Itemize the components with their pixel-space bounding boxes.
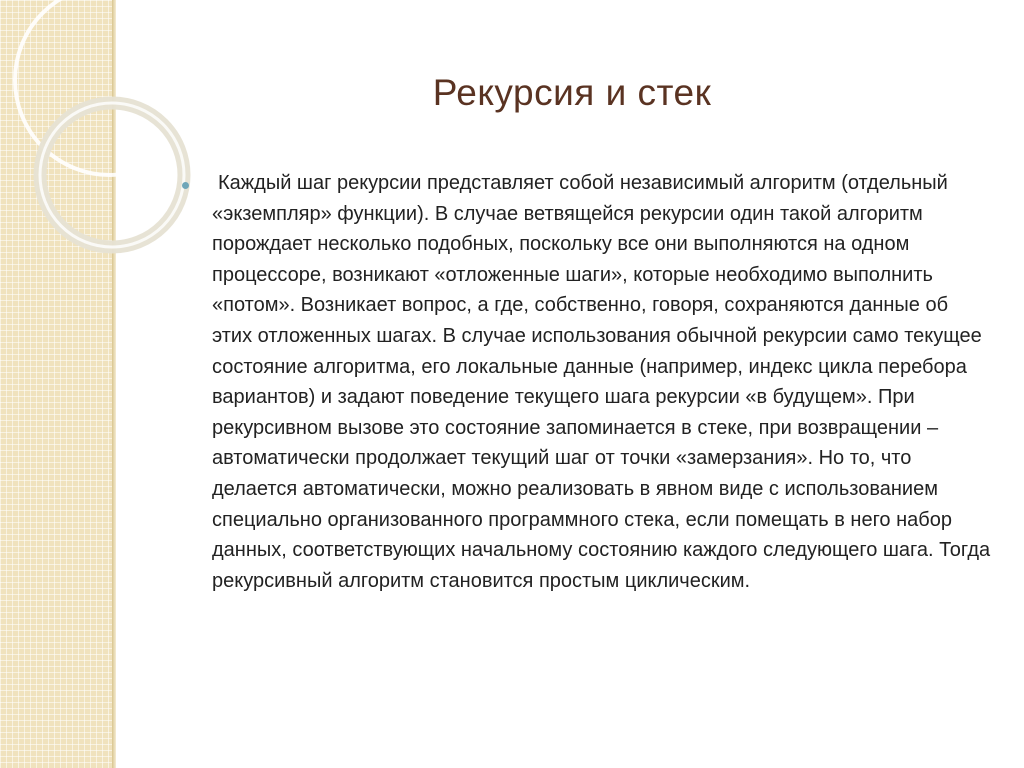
bullet-text: Каждый шаг рекурсии представляет собой независимый алгоритм (отдельный «экземпляр» функции). В случае ветвящейся рекурсии один такой алгоритм порождает несколько подобных, поскольку все они выполняются на одном процессоре, возникают «отложенные шаги», которые необходимо выполнить «потом». Возникает вопрос, а где, собственно, говоря, сохраняются данные об этих отложенных шагах. В случае использования обычной рекурсии само текущее состояние алгоритма, его локальные данные (например, индекс цикла перебора вариантов) и задают поведение текущего шага рекурсии «в будущем». При рекурсивном вызове это состояние запоминается в стеке, при возвращении – автоматически продолжает текущий шаг от точки «замерзания». Но то, что делается автоматически, можно реализовать в явном виде с использованием специально организованного программного стека, если помещать в него набор данных, соответствующих начальному состоянию каждого следующего шага. Тогда рекурсивный алгоритм становится простым циклическим. bbox=[212, 172, 991, 592]
bullet-dot-icon bbox=[182, 182, 189, 189]
slide-title: Рекурсия и стек bbox=[432, 72, 712, 113]
bullet-item bbox=[178, 168, 993, 596]
decorative-side-panel bbox=[0, 0, 112, 768]
side-panel-edge bbox=[112, 0, 116, 768]
slide-body bbox=[178, 168, 993, 596]
